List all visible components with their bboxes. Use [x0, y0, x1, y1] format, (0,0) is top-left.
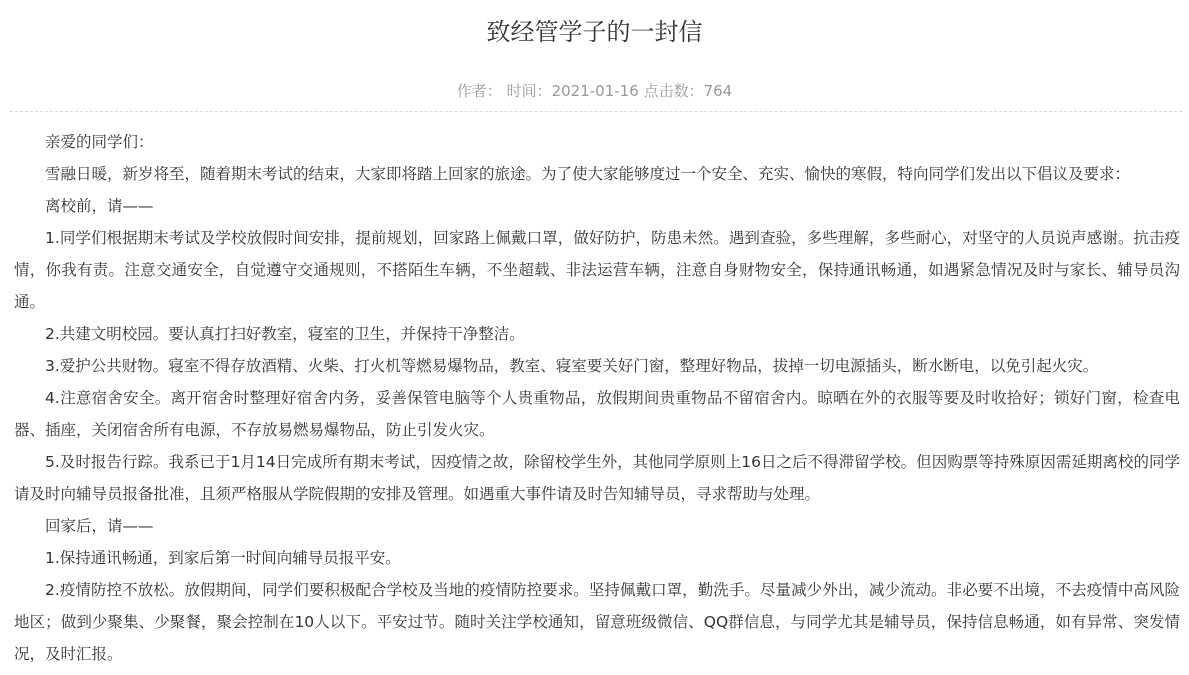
- paragraph-greeting: 亲爱的同学们：: [45, 133, 154, 151]
- paragraph-before-3: 3.爱护公共财物。寝室不得存放酒精、火柴、打火机等燃易爆物品，教室、寝室要关好门窗，整理好物品，拔掉一切电源插头，断水断电，以免引起火灾。: [45, 357, 1099, 375]
- meta-divider: [10, 111, 1182, 112]
- paragraph-before-5: 5.及时报告行踪。我系已于1月14日完成所有期末考试，因疫情之故，除留校学生外，其他同学原则上16日之后不得滞留学校。但因购票等持殊原因需延期离校的同学请及时向辅导员报备批准，且须严格服从学院假期的安排及管理。如遇重大事件请及时告知辅导员，寻求帮助与处理。: [14, 453, 1180, 503]
- paragraph-after-2: 2.疫情防控不放松。放假期间，同学们要积极配合学校及当地的疫情防控要求。坚持佩戴口罩，勤洗手。尽量减少外出，减少流动。非必要不出境，不去疫情中高风险地区；做到少聚集、少聚餐，聚会控制在10人以下。平安过节。随时关注学校通知，留意班级微信、QQ群信息，与同学尤其是辅导员，保持信息畅通，如有异常、突发情况，及时汇报。: [14, 581, 1180, 663]
- paragraph-before-4: 4.注意宿舍安全。离开宿舍时整理好宿舍内务，妥善保管电脑等个人贵重物品，放假期间贵重物品不留宿舍内。晾晒在外的衣服等要及时收拾好；锁好门窗，检查电器、插座，关闭宿舍所有电源，不存放易燃易爆物品，防止引发火灾。: [14, 389, 1180, 439]
- paragraph-before-2: 2.共建文明校园。要认真打扫好教室，寝室的卫生，并保持干净整洁。: [45, 325, 525, 343]
- author-label: 作者：: [456, 82, 502, 100]
- article-title: 致经管学子的一封信: [486, 18, 703, 46]
- clicks-value: 764: [703, 82, 733, 100]
- paragraph-after-home-heading: 回家后，请——: [45, 517, 154, 535]
- article-meta: [0, 79, 1189, 103]
- paragraph-after-1: 1.保持通讯畅通，到家后第一时间向辅导员报平安。: [45, 549, 401, 567]
- date-value: 2021-01-16: [551, 82, 639, 100]
- clicks-label: 点击数：: [643, 82, 704, 100]
- article-body: [14, 126, 1180, 670]
- paragraph-before-1: 1.同学们根据期末考试及学校放假时间安排，提前规划，回家路上佩戴口罩，做好防护，防患未然。遇到查验，多些理解，多些耐心，对坚守的人员说声感谢。抗击疫情，你我有责。注意交通安全，自觉遵守交通规则，不搭陌生车辆，不坐超载、非法运营车辆，注意自身财物安全，保持通讯畅通，如遇紧急情况及时与家长、辅导员沟通。: [14, 229, 1180, 311]
- paragraph-before-leaving-heading: 离校前，请——: [45, 197, 154, 215]
- date-label: 时间：: [506, 82, 552, 100]
- paragraph-intro: 雪融日暖，新岁将至，随着期末考试的结束，大家即将踏上回家的旅途。为了使大家能够度过一个安全、充实、愉快的寒假，特向同学们发出以下倡议及要求：: [45, 165, 1131, 183]
